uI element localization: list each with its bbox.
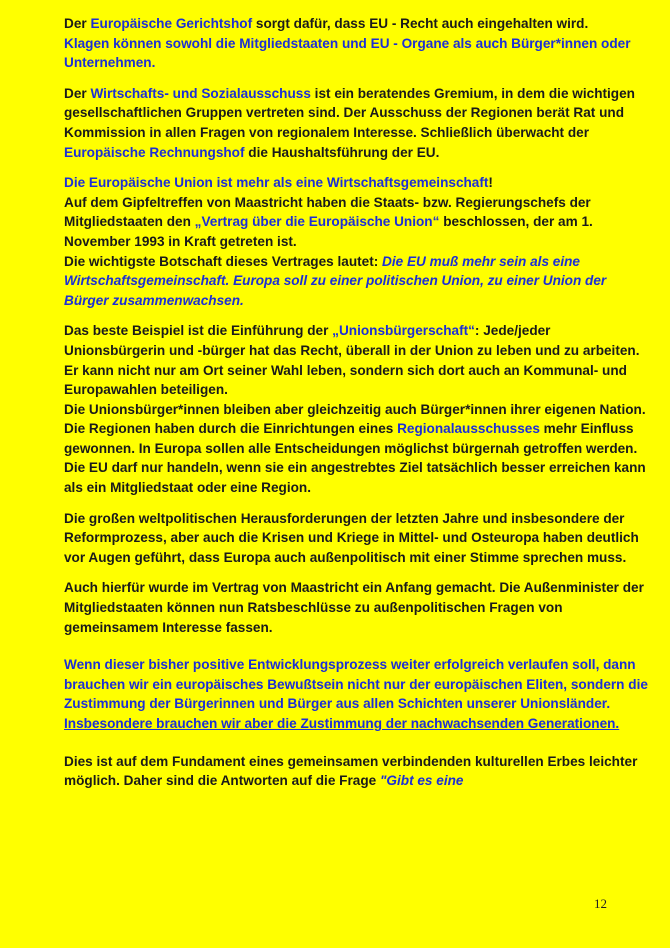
paragraph-awareness	[64, 655, 649, 733]
page-number: 12	[594, 896, 607, 911]
text: Der	[64, 16, 91, 31]
text: beschlossen, der am 1. November 1993 in Kraft getreten ist.	[64, 214, 593, 249]
text: sorgt dafür, dass EU - Recht auch eingehalten wird.	[252, 16, 589, 31]
text-highlight: Klagen können sowohl die Mitgliedstaaten und EU - Organe als auch Bürger*innen oder Unternehmen.	[64, 35, 631, 71]
text-highlight: Wenn dieser bisher positive Entwicklungsprozess weiter erfolgreich verlaufen soll, dann brauchen wir ein europäisches Bewußtsein nicht nur der europäischen Eliten, sondern die Zustimmung der Bürgerinnen und Bürger aus allen Schichten unserer Unionsländer.	[64, 657, 648, 712]
text: : Jede/jeder Unionsbürgerin und -bürger hat das Recht, überall in der Union zu leben und zu arbeiten. Er kann nicht nur am Ort seiner Wahl leben, sondern sich dort auch an Kommunal- und Europawahlen beteiligen.	[64, 323, 640, 398]
term-court-of-auditors: Europäische Rechnungshof	[64, 144, 245, 160]
quote-treaty-message: Die EU muß mehr sein als eine Wirtschaftsgemeinschaft. Europa soll zu einer politischen Union, zu einer Union der Bürger zusammenwachsen.	[64, 253, 607, 308]
term-regional-committee: Regionalausschusses	[397, 421, 540, 437]
text: Die wichtigste Botschaft dieses Vertrages lautet:	[64, 253, 383, 269]
term-treaty: „Vertrag über die Europäische Union“	[194, 214, 440, 230]
paragraph-court	[64, 14, 649, 73]
text: Die Regionen haben durch die Einrichtungen eines	[64, 421, 398, 437]
text: Der	[64, 85, 91, 101]
paragraph-maastricht	[64, 173, 649, 310]
paragraph-committees	[64, 84, 649, 162]
paragraph-maastricht-start: Auch hierfür wurde im Vertrag von Maastricht ein Anfang gemacht. Die Außenminister der Mitgliedstaaten können nun Ratsbeschlüsse zu außenpolitischen Fragen von gemeinsamem Interesse fassen.	[64, 580, 644, 635]
paragraph-citizenship	[64, 321, 649, 497]
text: Das beste Beispiel ist die Einführung der	[64, 323, 333, 339]
document-body	[64, 14, 649, 802]
text: ist ein beratendes Gremium, in dem die wichtigen gesellschaftlichen Gruppen vertreten sind. Der Ausschuss der Regionen berät Rat und Kommission in allen Fragen von regionalem Interesse. Schließlich überwacht der	[64, 85, 635, 140]
quote-question: "Gibt es eine	[379, 773, 464, 789]
paragraph-foreign-policy: Die großen weltpolitischen Herausforderungen der letzten Jahre und insbesondere der Reformprozess, aber auch die Krisen und Kriege in Mittel- und Osteuropa haben deutlich vor Augen geführt, dass Europa auch außenpolitisch mit einer Stimme sprechen muss.	[64, 510, 639, 565]
text: !	[488, 175, 493, 191]
paragraph-heritage	[64, 752, 649, 791]
text: Dies ist auf dem Fundament eines gemeinsamen verbindenden kulturellen Erbes leichter möglich. Daher sind die Antworten auf die Frage	[64, 753, 638, 789]
text: Die Unionsbürger*innen bleiben aber gleichzeitig auch Bürger*innen ihrer eigenen Nation.	[64, 401, 646, 417]
text: Die EU darf nur handeln, wenn sie ein angestrebtes Ziel tatsächlich besser erreichen kann als ein Mitgliedstaat oder eine Region.	[64, 460, 646, 496]
term-economic-social-committee: Wirtschafts- und Sozialausschuss	[90, 85, 311, 101]
text-underlined: Insbesondere brauchen wir aber die Zustimmung der nachwachsenden Generationen.	[64, 716, 620, 731]
term-citizenship: „Unionsbürgerschaft“	[332, 323, 475, 339]
text: die Haushaltsführung der EU.	[244, 144, 440, 160]
text: Auf dem Gipfeltreffen von Maastricht haben die Staats- bzw. Regierungschefs der Mitgliedstaaten den	[64, 194, 591, 230]
term-court-of-justice: Europäische Gerichtshof	[90, 16, 253, 31]
heading-union: Die Europäische Union ist mehr als eine Wirtschaftsgemeinschaft	[64, 175, 489, 191]
text: mehr Einfluss gewonnen. In Europa sollen alle Entscheidungen möglichst bürgernah getroffen werden.	[64, 421, 638, 456]
